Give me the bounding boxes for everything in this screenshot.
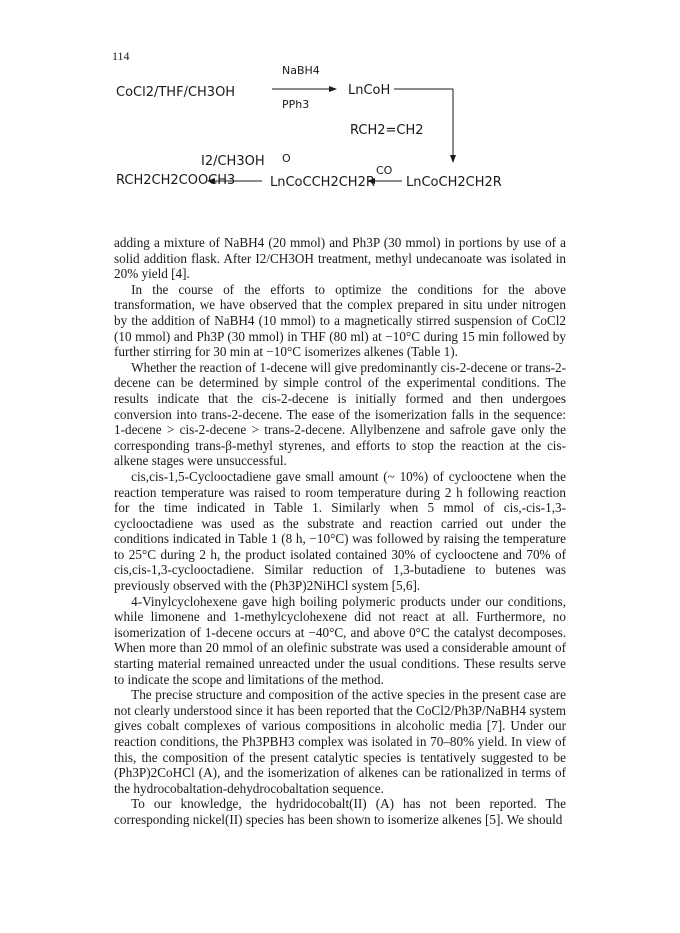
paragraph-1: adding a mixture of NaBH4 (20 mmol) and Ph3P (30 mmol) in portions by use of a solid addition flask. After I2/CH3OH treatment, methyl undecanoate was isolated in 20% yield [4]. (114, 235, 566, 282)
paragraph-7: To our knowledge, the hydridocobalt(II) (A) has not been reported. The corresponding nickel(II) species has been shown to isomerize alkenes [5]. We should (114, 796, 566, 827)
paragraph-6: The precise structure and composition of the active species in the present case are not clearly understood since it has been reported that the CoCl2/Ph3P/NaBH4 system gives cobalt complexes of various compositions in alcoholic media [7]. Under our reaction conditions, the Ph3PBH3 complex was isolated in 70–80% yield. In view of this, the composition of the present catalytic species is tentatively suggested to be (Ph3P)2CoHCl (A), and the isomerization of alkenes can be rationalized in terms of the hydrocobaltation-dehydrocobaltation sequence. (114, 687, 566, 796)
paragraph-2: In the course of the efforts to optimize the conditions for the above transformation, we have observed that the complex prepared in situ under nitrogen by the addition of NaBH4 (10 mmol) to a magnetically stirred suspension of CoCl2 (10 mmol) and Ph3P (30 mmol) in THF (80 ml) at −10°C during 15 min followed by further stirring for 30 min at −10°C isomerizes alkenes (Table 1). (114, 281, 566, 360)
reagent-top-label: NaBH4 (282, 64, 320, 77)
paragraph-5: 4-Vinylcyclohexene gave high boiling polymeric products under our conditions, while limonene and 1-methylcyclohexene did not react at all. Furthermore, no isomerization of 1-decene occurs at −40°C, and above 0°C the catalyst decomposes. When more than 20 mmol of an olefinic substrate was used a considerable amount of starting material remained unreacted under the usual conditions. These results serve to indicate the scope and limitations of the method. (114, 593, 566, 687)
reactant-label: CoCl2/THF/CH3OH (116, 85, 236, 100)
cleavage-label: I2/CH3OH (201, 154, 265, 169)
alkyl-label: LnCoCH2CH2R (406, 175, 502, 190)
acyl-label: LnCoCCH2CH2R (270, 175, 375, 190)
acyl-oxygen-label: O (282, 152, 291, 165)
hydride-label: LnCoH (348, 83, 391, 98)
paragraph-3: Whether the reaction of 1-decene will give predominantly cis-2-decene or trans-2-decene can be determined by simple control of the experimental conditions. The results indicate that the cis-2-decene is initially formed and then undergoes conversion into trans-2-decene. The ease of the isomerization falls in the sequence: 1-decene > cis-2-decene > trans-2-decene. Allylbenzene and safrole gave only the corresponding trans-β-methyl styrenes, and efforts to stop the reaction at the cis-alkene stages were unsuccessful. (114, 359, 566, 469)
co-label: CO (376, 164, 393, 177)
page-number: 114 (112, 49, 130, 63)
paragraph-4: cis,cis-1,5-Cyclooctadiene gave small amount (~ 10%) of cyclooctene when the reaction temperature was raised to room temperature during 2 h following reaction for the time indicated in Table 1. Similarly when 5 mmol of cis,-cis-1,3-cyclooctadiene was used as the substrate and reaction carried out under the conditions indicated in Table 1 (8 h, −10°C) was followed by raising the temperature to 25°C during 2 h, the product isolated contained 30% of cyclooctene and 70% of cis,cis-1,3-cyclooctadiene. Similar reduction of 1,3-butadiene to butenes was previously observed with the (Ph3P)2NiHCl system [5,6]. (114, 468, 566, 594)
reagent-bottom-label: PPh3 (282, 98, 310, 111)
reaction-scheme (0, 0, 680, 220)
ester-label: RCH2CH2COOCH3 (116, 173, 236, 188)
body-text (114, 235, 566, 828)
olefin-label: RCH2=CH2 (350, 123, 424, 138)
